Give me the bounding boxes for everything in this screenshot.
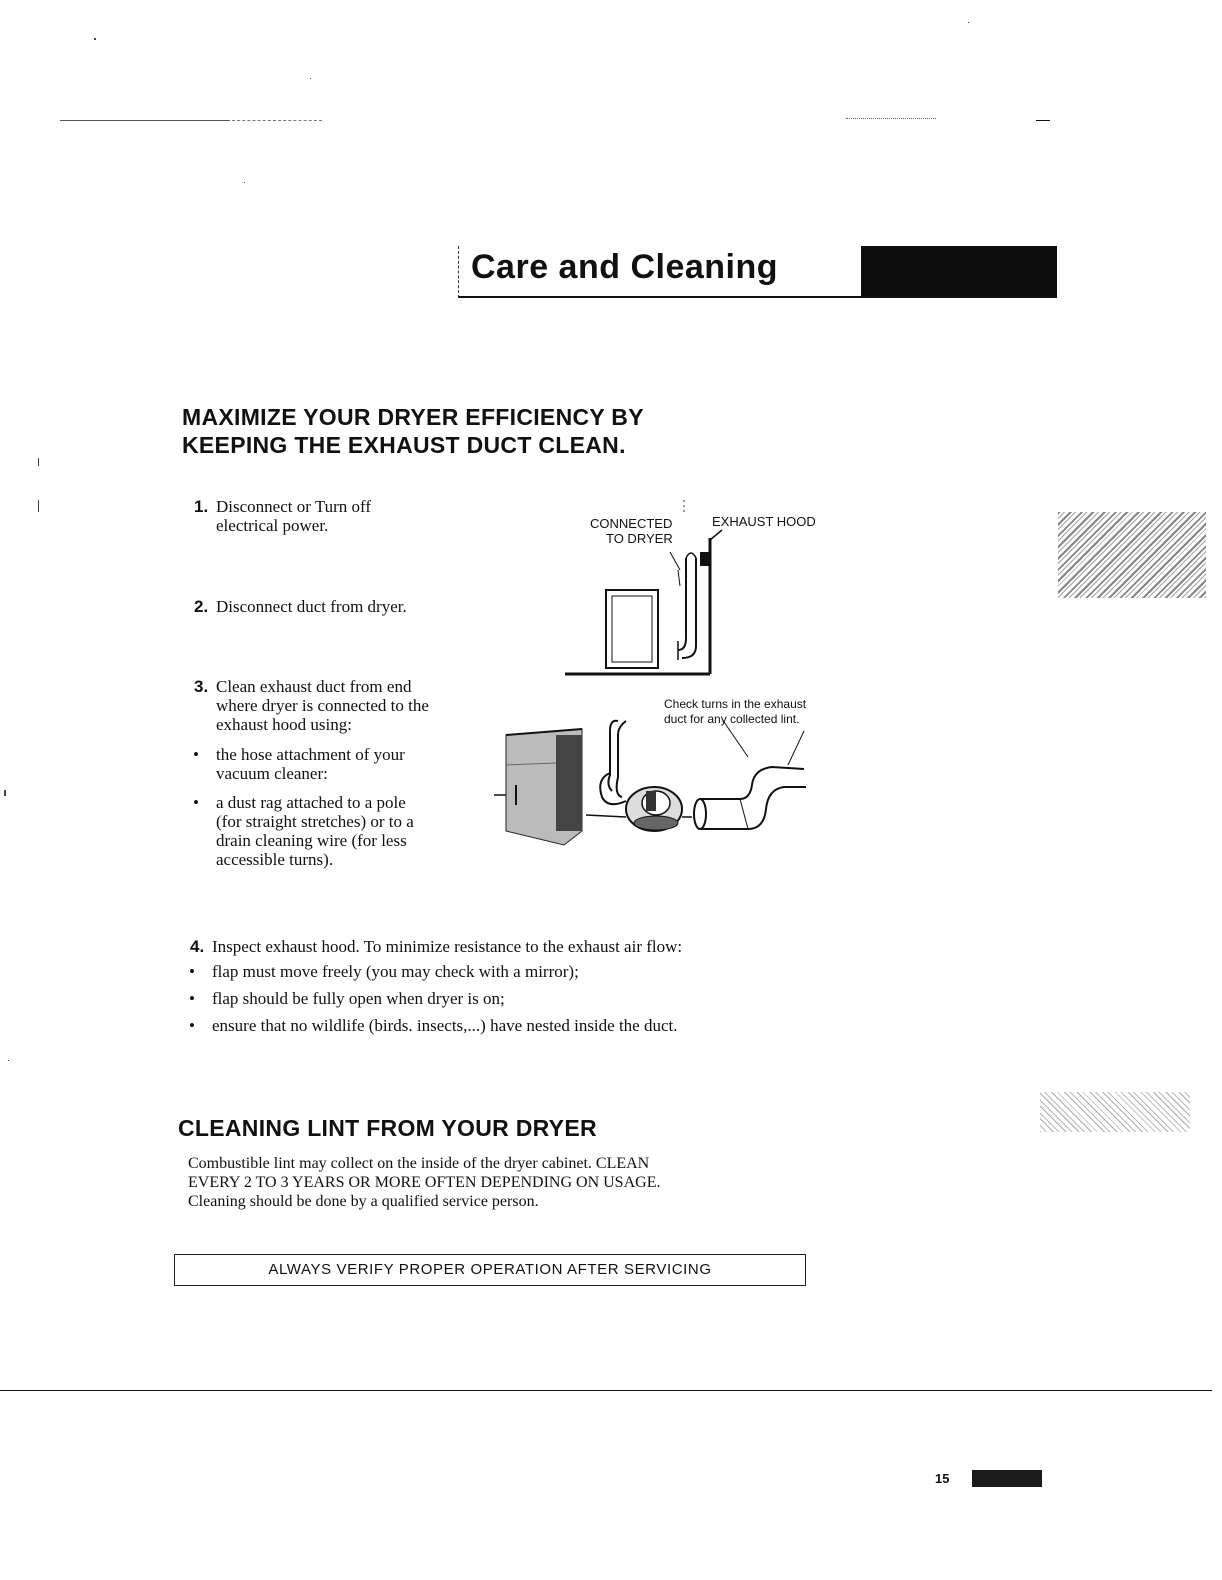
header-black-block <box>861 246 1057 296</box>
step-text-line: Inspect exhaust hood. To minimize resistance to the exhaust air flow: <box>212 937 683 956</box>
bullet-icon: • <box>189 989 195 1008</box>
footer-rule <box>0 1390 1212 1391</box>
step-number: 1. <box>194 497 209 516</box>
top-scan-line <box>60 120 230 121</box>
top-scan-line-dashed <box>232 120 322 121</box>
step-2 <box>194 597 407 616</box>
list-item <box>193 793 414 869</box>
label-exhaust-hood: EXHAUST HOOD <box>712 514 816 529</box>
scan-noise-patch <box>1040 1092 1190 1132</box>
notice-text: ALWAYS VERIFY PROPER OPERATION AFTER SERVICING <box>268 1261 712 1278</box>
section-heading-lint: CLEANING LINT FROM YOUR DRYER <box>178 1115 597 1141</box>
bullet-text-line: a dust rag attached to a pole <box>216 793 406 812</box>
bullet-text-line: drain cleaning wire (for less <box>216 831 407 850</box>
dryer-duct-diagram <box>560 500 760 680</box>
top-right-dots <box>846 118 936 119</box>
label-connected-line-1: CONNECTED <box>590 516 673 531</box>
bullet-icon: • <box>189 1016 195 1035</box>
bullet-icon: • <box>193 793 199 812</box>
check-note-line-1: Check turns in the exhaust <box>664 697 807 711</box>
section-heading-exhaust <box>182 403 644 459</box>
step-3 <box>194 677 429 734</box>
check-note-line-2: duct for any collected lint. <box>664 712 800 726</box>
step-text-line: Disconnect duct from dryer. <box>216 597 407 616</box>
step-text-line: Clean exhaust duct from end <box>216 677 412 696</box>
step-text-line: where dryer is connected to the <box>216 696 429 715</box>
section-header <box>458 246 1057 298</box>
bullet-text-line: flap must move freely (you may check with a mirror); <box>212 962 579 981</box>
step-number: 4. <box>190 937 205 956</box>
step-text-line: electrical power. <box>216 516 329 535</box>
lint-line-3: Cleaning should be done by a qualified service person. <box>188 1193 539 1210</box>
bullet-text-line: the hose attachment of your <box>216 745 405 764</box>
bullet-text-line: accessible turns). <box>216 850 334 869</box>
list-item <box>189 1016 678 1035</box>
top-right-dash <box>1036 120 1050 121</box>
bullet-text-line: ensure that no wildlife (birds. insects,...) have nested inside the duct. <box>212 1016 678 1035</box>
step-text-line: exhaust hood using: <box>216 715 352 734</box>
heading-line-1: MAXIMIZE YOUR DRYER EFFICIENCY BY <box>182 404 644 430</box>
step-number: 2. <box>194 597 209 616</box>
bullet-icon: • <box>189 962 195 981</box>
footer-logo-block <box>972 1470 1042 1487</box>
lint-line-2: EVERY 2 TO 3 YEARS OR MORE OFTEN DEPENDING ON USAGE. <box>188 1174 661 1191</box>
bullet-text-line: flap should be fully open when dryer is on; <box>212 989 505 1008</box>
list-item <box>189 989 505 1008</box>
notice-box <box>174 1254 806 1286</box>
bullet-text-line: (for straight stretches) or to a <box>216 812 414 831</box>
heading-line-2: KEEPING THE EXHAUST DUCT CLEAN. <box>182 432 626 458</box>
page-title: Care and Cleaning <box>471 248 779 286</box>
page-number: 15 <box>935 1471 950 1486</box>
list-item <box>189 962 579 981</box>
bullet-icon: • <box>193 745 199 764</box>
lint-paragraph <box>188 1154 660 1211</box>
label-connected-line-2: TO DRYER <box>606 531 673 546</box>
lint-line-1: Combustible lint may collect on the inside of the dryer cabinet. CLEAN <box>188 1155 650 1172</box>
step-1 <box>194 497 372 535</box>
step-text-line: Disconnect or Turn off <box>216 497 372 516</box>
vacuum-cleaning-diagram <box>486 705 816 855</box>
step-4 <box>190 937 683 956</box>
bullet-text-line: vacuum cleaner: <box>216 764 328 783</box>
list-item <box>193 745 405 783</box>
scan-noise-patch <box>1058 512 1206 598</box>
step-number: 3. <box>194 677 209 696</box>
